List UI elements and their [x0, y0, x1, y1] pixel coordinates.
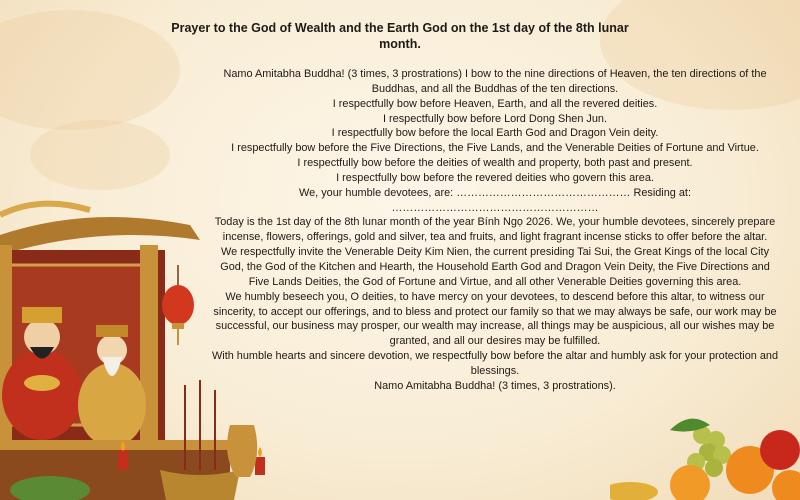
prayer-line: Today is the 1st day of the 8th lunar month of the year Bính Ngọ 2026. We, your humble devotees, sincerely prepare incense, flowers, offerings, gold and silver, tea and fruits, and light fragrant incense sticks to offer before the altar. — [214, 216, 776, 244]
orange-icon — [670, 465, 710, 500]
prayer-line: I respectfully bow before the deities of wealth and property, both past and present. — [297, 157, 693, 170]
cloud-decoration — [0, 10, 180, 130]
gold-ingot-icon — [610, 482, 658, 500]
vase-icon — [227, 425, 257, 477]
candle-icon — [118, 450, 128, 470]
prayer-line: I respectfully bow before the Five Directions, the Five Lands, and the Venerable Deities of Fortune and Virtue. — [231, 142, 759, 155]
shrine-pillar — [140, 245, 158, 455]
shrine-roof — [0, 217, 200, 255]
apple-icon — [760, 430, 800, 470]
prayer-text — [212, 67, 778, 394]
lantern-icon — [162, 285, 194, 325]
prayer-line: Namo Amitabha Buddha! (3 times, 3 prostrations) I bow to the nine directions of Heaven, the ten directions of the Buddhas, and all the Buddhas of the ten directions. — [223, 68, 767, 95]
prayer-line: I respectfully bow before the revered deities who govern this area. — [336, 171, 654, 184]
prayer-line: We, your humble devotees, are: ………………………………………… Residing at: ………………………………………………… — [299, 186, 691, 214]
prayer-line: We respectfully invite the Venerable Deity Kim Nien, the current presiding Tai Sui, the Great Kings of the local City God, the God of the Kitchen and Hearth, the Household Earth God and Dragon Vein Deity, the Five Directions and Five Lands Deities, the God of Fortune and Virtue, and all other Venerable Deities governing this area. — [220, 246, 770, 288]
shrine-illustration — [0, 195, 280, 500]
page-title: Prayer to the God of Wealth and the Earth God on the 1st day of the 8th lunar month. — [171, 21, 629, 51]
prayer-line: Namo Amitabha Buddha! (3 times, 3 prostrations). — [374, 379, 616, 392]
prayer-line: We humbly beseech you, O deities, to have mercy on your devotees, to descend before this altar, to witness our sincerity, to accept our offerings, and to bless and protect our family so that we may always be safe, our work may be successful, our business may prosper, our wealth may increase, all things may be auspicious, all our wishes may be granted, and all our desires may be fulfilled. — [213, 290, 777, 348]
orange-icon — [772, 470, 800, 500]
prayer-line: I respectfully bow before Heaven, Earth, and all the revered deities. — [332, 97, 658, 110]
prayer-line: With humble hearts and sincere devotion, we respectfully bow before the altar and humbly ask for your protection and blessings. — [212, 350, 779, 377]
prayer-line: I respectfully bow before the local Earth God and Dragon Vein deity. — [331, 127, 659, 140]
cloud-decoration — [30, 120, 170, 190]
shrine-pillar — [0, 245, 12, 455]
fruit-offering-illustration — [610, 390, 800, 500]
candle-icon — [255, 457, 265, 475]
prayer-line: I respectfully bow before Lord Dong Shen Jun. — [383, 112, 607, 125]
